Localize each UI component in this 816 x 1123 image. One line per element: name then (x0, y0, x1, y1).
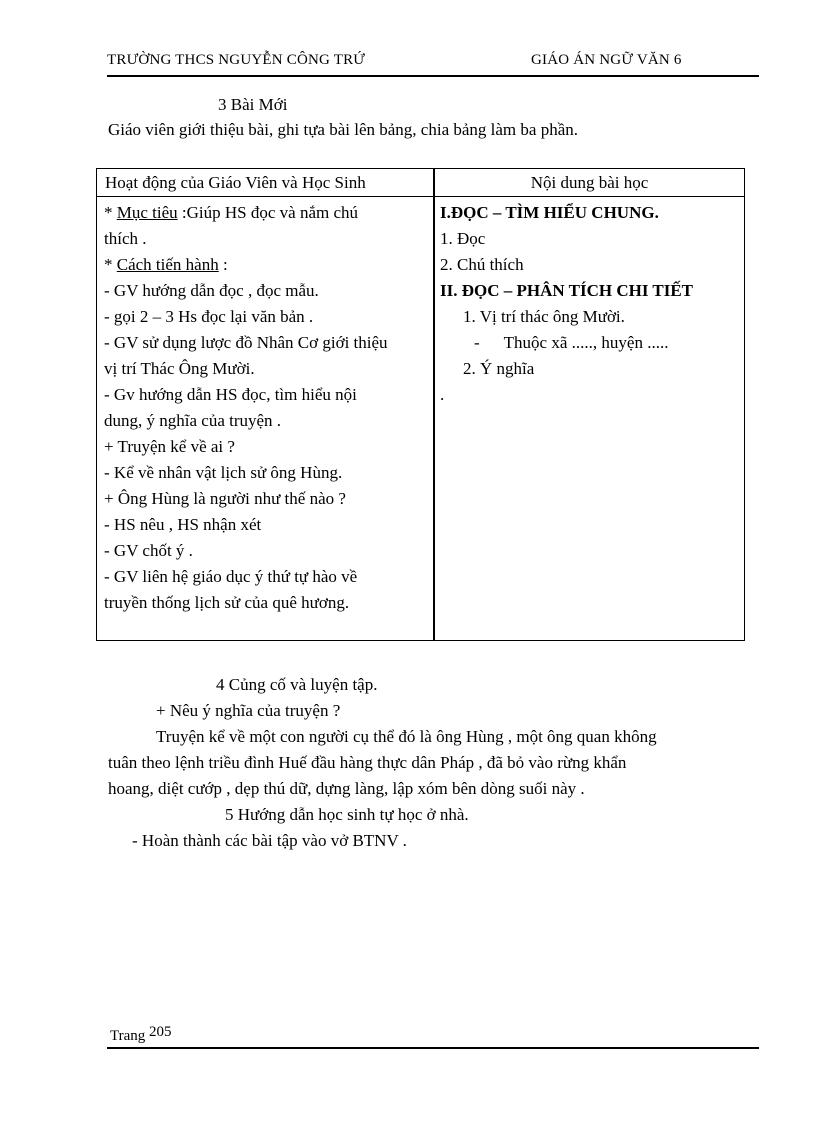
section-4-question: + Nêu ý nghĩa của truyện ? (156, 701, 341, 720)
activity-line: - Gv hướng dẫn HS đọc, tìm hiểu nội (104, 385, 357, 404)
method-line: * Cách tiến hành : (104, 255, 228, 274)
section-3-intro: Giáo viên giới thiệu bài, ghi tựa bài lên bảng, chia bảng làm ba phần. (108, 120, 578, 139)
activity-line: dung, ý nghĩa của truyện . (104, 411, 282, 430)
activity-line: - GV chốt ý . (104, 541, 193, 560)
method-label: Cách tiến hành (116, 255, 219, 274)
answer-line: hoang, diệt cướp , dẹp thú dữ, dựng làng, lập xóm bên dòng suối này . (108, 779, 585, 798)
activity-line: - GV sử dụng lược đồ Nhân Cơ giới thiệu (104, 333, 388, 352)
answer-line: tuân theo lệnh triều đình Huế đầu hàng thực dân Pháp , đã bỏ vào rừng khẩn (108, 753, 627, 772)
activity-line: - gọi 2 – 3 Hs đọc lại văn bản . (104, 307, 314, 326)
goal-label: Mục tiêu (116, 203, 178, 222)
table-header-activities: Hoạt động của Giáo Viên và Học Sinh (105, 173, 366, 192)
activity-line: vị trí Thác Ông Mười. (104, 359, 255, 378)
activity-line: - GV liên hệ giáo dục ý thứ tự hào về (104, 567, 358, 586)
section-4-5-block (108, 672, 748, 854)
stray-dot: . (440, 385, 445, 404)
location-detail: - Thuộc xã ....., huyện ..... (474, 333, 669, 352)
lesson-table (96, 168, 745, 641)
activity-line: - HS nêu , HS nhận xét (104, 515, 262, 534)
header-row-divider (97, 196, 744, 197)
page-number: 205 (149, 1024, 172, 1040)
activity-line: + Truyện kể về ai ? (104, 437, 235, 456)
section-3-title: 3 Bài Mới (218, 95, 288, 114)
part-2-heading: II. ĐỌC – PHÂN TÍCH CHI TIẾT (440, 281, 694, 300)
column-divider (433, 169, 435, 640)
answer-line: Truyện kể về một con người cụ thể đó là ông Hùng , một ông quan không (156, 727, 657, 746)
part-1-heading: I.ĐỌC – TÌM HIỂU CHUNG. (440, 203, 659, 222)
section-5-title: 5 Hướng dẫn học sinh tự học ở nhà. (225, 805, 469, 824)
notes-item: 2. Chú thích (440, 255, 524, 274)
location-item: 1. Vị trí thác ông Mười. (463, 307, 625, 326)
read-item: 1. Đọc (440, 229, 486, 248)
page-label: Trang (110, 1028, 146, 1044)
school-name: TRƯỜNG THCS NGUYỄN CÔNG TRỨ (107, 52, 366, 68)
activity-line: truyền thống lịch sử của quê hương. (104, 593, 350, 612)
activities-column (104, 200, 429, 616)
activity-line: - Kể về nhân vật lịch sử ông Hùng. (104, 463, 343, 482)
subject-title: GIÁO ÁN NGỮ VĂN 6 (531, 52, 682, 68)
goal-line: * Mục tiêu :Giúp HS đọc và nắm chú (104, 203, 359, 222)
homework-task: - Hoàn thành các bài tập vào vở BTNV . (132, 831, 407, 850)
meaning-item: 2. Ý nghĩa (463, 359, 535, 378)
table-header-content: Nội dung bài học (530, 173, 649, 192)
footer-rule (107, 1047, 759, 1049)
page-footer (110, 1024, 172, 1045)
header-rule (107, 75, 759, 77)
section-4-title: 4 Củng cố và luyện tập. (216, 675, 378, 694)
content-column (440, 200, 740, 408)
goal-line-2: thích . (104, 229, 147, 248)
activity-line: - GV hướng dẫn đọc , đọc mẫu. (104, 281, 319, 300)
activity-line: + Ông Hùng là người như thế nào ? (104, 489, 346, 508)
